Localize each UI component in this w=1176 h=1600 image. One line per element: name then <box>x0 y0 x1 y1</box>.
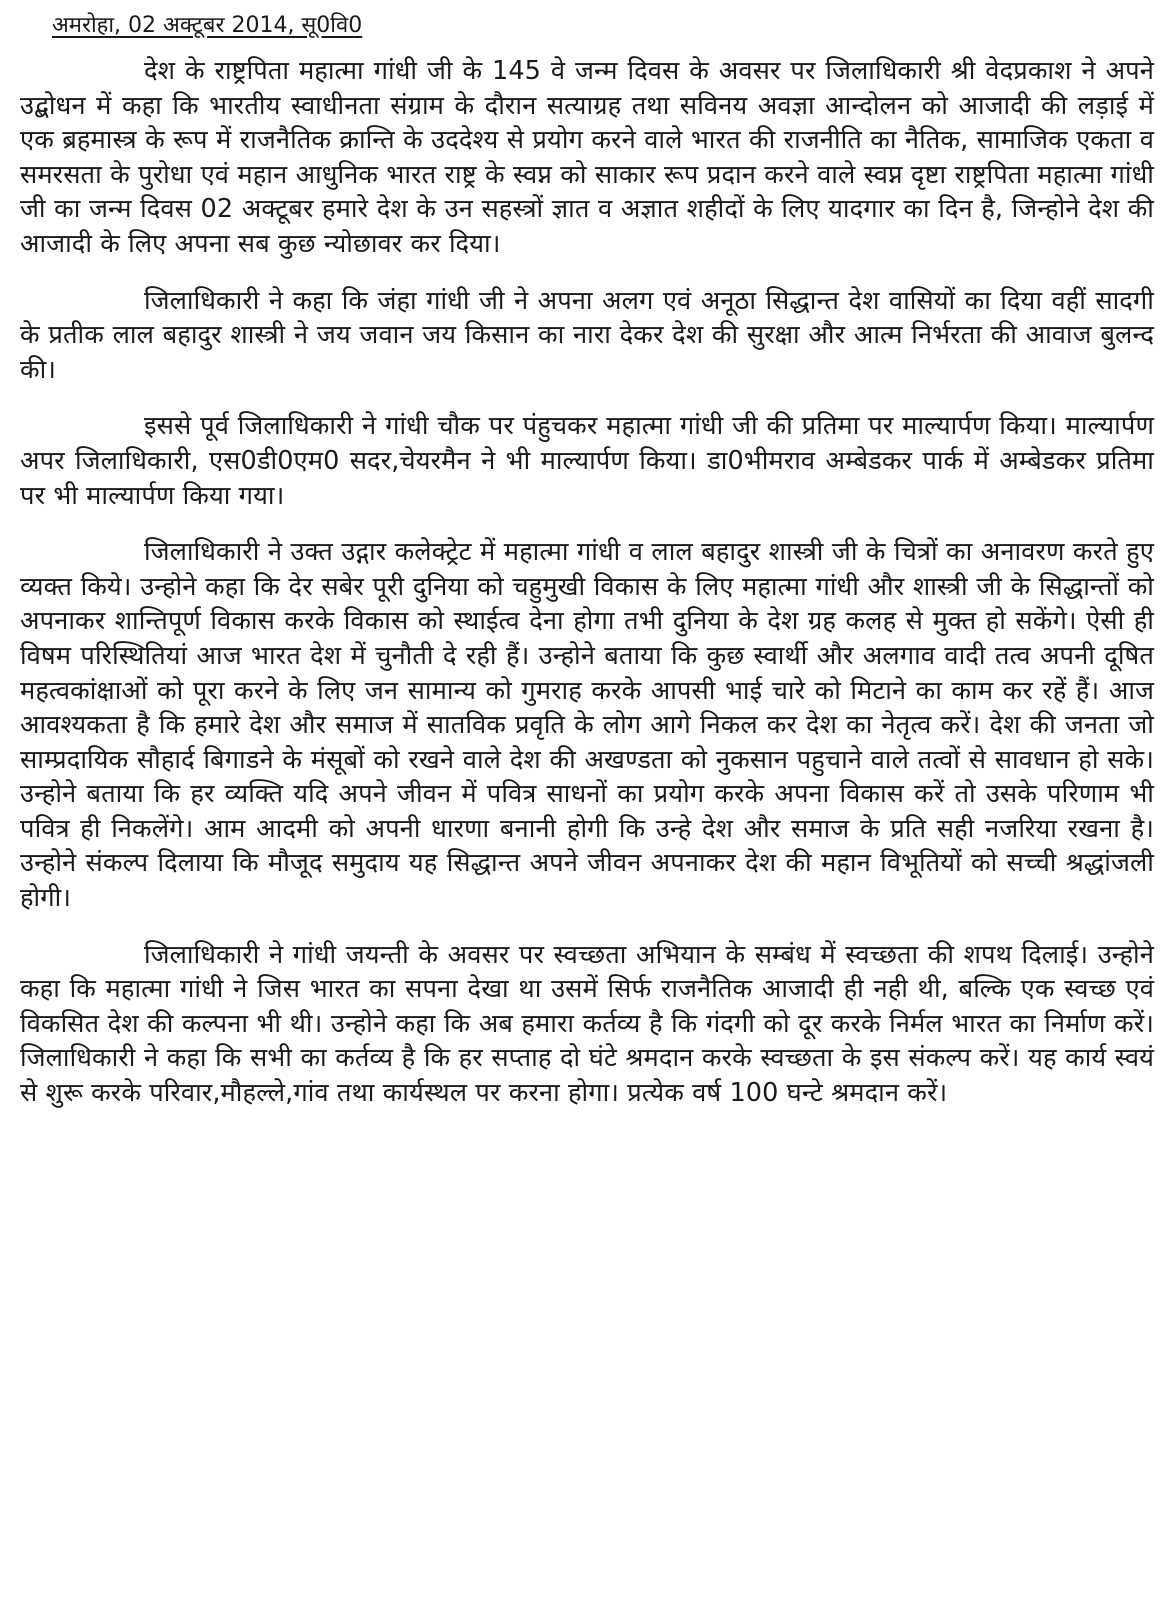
paragraph-portrait-unveiling-speech: जिलाधिकारी ने उक्त उद्गार कलेक्ट्रेट में महात्मा गांधी व लाल बहादुर शास्त्री जी के चित्रों का अनावरण करते हुए व्यक्त किये। उन्होने कहा कि देर सबेर पूरी दुनिया को चहुमुखी विकास के लिए महात्मा गांधी और शास्त्री जी के सिद्धान्तों को अपनाकर शान्तिपूर्ण विकास करके विकास को स्थाईत्व देना होगा तभी दुनिया के देश ग्रह कलह से मुक्त हो सकेंगे। ऐसी ही विषम परिस्थितियां आज भारत देश में चुनौती दे रही हैं। उन्होने बताया कि कुछ स्वार्थी और अलगाव वादी तत्व अपनी दूषित महत्वकांक्षाओं को पूरा करने के लिए जन सामान्य को गुमराह करके आपसी भाई चारे को मिटाने का काम कर रहें हैं। आज आवश्यकता है कि हमारे देश और समाज में सातविक प्रवृति के लोग आगे निकल कर देश का नेतृत्व करें। देश की जनता जो साम्प्रदायिक सौहार्द बिगाडने के मंसूबों को रखने वाले देश की अखण्डता को नुकसान पहुचाने वाले तत्वों से सावधान हो सके। उन्होने बताया कि हर व्यक्ति यदि अपने जीवन में पवित्र साधनों का प्रयोग करके अपना विकास करें तो उसके परिणाम भी पवित्र ही निकलेंगे। आम आदमी को अपनी धारणा बनानी होगी कि उन्हे देश और समाज के प्रति सही नजरिया रखना है। उन्होने संकल्प दिलाया कि मौजूद समुदाय यह सिद्धान्त अपने जीवन अपनाकर देश की महान विभूतियों को सच्ची श्रद्धांजली होगी। <box>20 537 1154 914</box>
paragraph-gandhi-jayanti-address: देश के राष्ट्रपिता महात्मा गांधी जी के 145 वे जन्म दिवस के अवसर पर जिलाधिकारी श्री वेदप्रकाश ने अपने उद्बोधन में कहा कि भारतीय स्वाधीनता संग्राम के दौरान सत्याग्रह तथा सविनय अवज्ञा आन्दोलन को आजादी की लड़ाई में एक ब्रहमास्त्र के रूप में राजनैतिक क्रान्ति के उददेश्य से प्रयोग करने वाले भारत की राजनीति का नैतिक, सामाजिक एकता व समरसता के पुरोधा एवं महान आधुनिक भारत राष्ट्र के स्वप्न को साकार रूप प्रदान करने वाले स्वप्न दृष्टा राष्ट्रपिता महात्मा गांधी जी का जन्म दिवस 02 अक्टूबर हमारे देश के उन सहस्त्रों ज्ञात व अज्ञात शहीदों के लिए यादगार का दिन है, जिन्होने देश की आजादी के लिए अपना सब कुछ न्योछावर कर दिया। <box>20 56 1154 259</box>
paragraph-cleanliness-oath: जिलाधिकारी ने गांधी जयन्ती के अवसर पर स्वच्छता अभियान के सम्बंध में स्वच्छता की शपथ दिलाई। उन्होने कहा कि महात्मा गांधी ने जिस भारत का सपना देखा था उसमें सिर्फ राजनैतिक आजादी ही नही थी, बल्कि एक स्वच्छ एवं विकसित देश की कल्पना भी थी। उन्होने कहा कि अब हमारा कर्तव्य है कि गंदगी को दूर करके निर्मल भारत का निर्माण करें। जिलाधिकारी ने कहा कि सभी का कर्तव्य है कि हर सप्ताह दो घंटे श्रमदान करके स्वच्छता के इस संकल्प करें। यह कार्य स्वयं से शुरू करके परिवार,मौहल्ले,गांव तथा कार्यस्थल पर करना होगा। प्रत्येक वर्ष 100 घन्टे श्रमदान करें। <box>20 939 1154 1109</box>
paragraph-shastri-tribute: जिलाधिकारी ने कहा कि जंहा गांधी जी ने अपना अलग एवं अनूठा सिद्धान्त देश वासियों का दिया वहीं सादगी के प्रतीक लाल बहादुर शास्त्री ने जय जवान जय किसान का नारा देकर देश की सुरक्षा और आत्म निर्भरता की आवाज बुलन्द की। <box>20 285 1154 385</box>
paragraph-garlanding-ceremony: इससे पूर्व जिलाधिकारी ने गांधी चौक पर पंहुचकर महात्मा गांधी जी की प्रतिमा पर माल्यार्पण किया। माल्यार्पण अपर जिलाधिकारी, एस0डी0एम0 सदर,चेयरमैन ने भी माल्यार्पण किया। डा0भीमराव अम्बेडकर पार्क में अम्बेडकर प्रतिमा पर भी माल्यार्पण किया गया। <box>20 411 1155 511</box>
dateline: अमरोहा, 02 अक्टूबर 2014, सू0वि0 <box>52 13 363 38</box>
